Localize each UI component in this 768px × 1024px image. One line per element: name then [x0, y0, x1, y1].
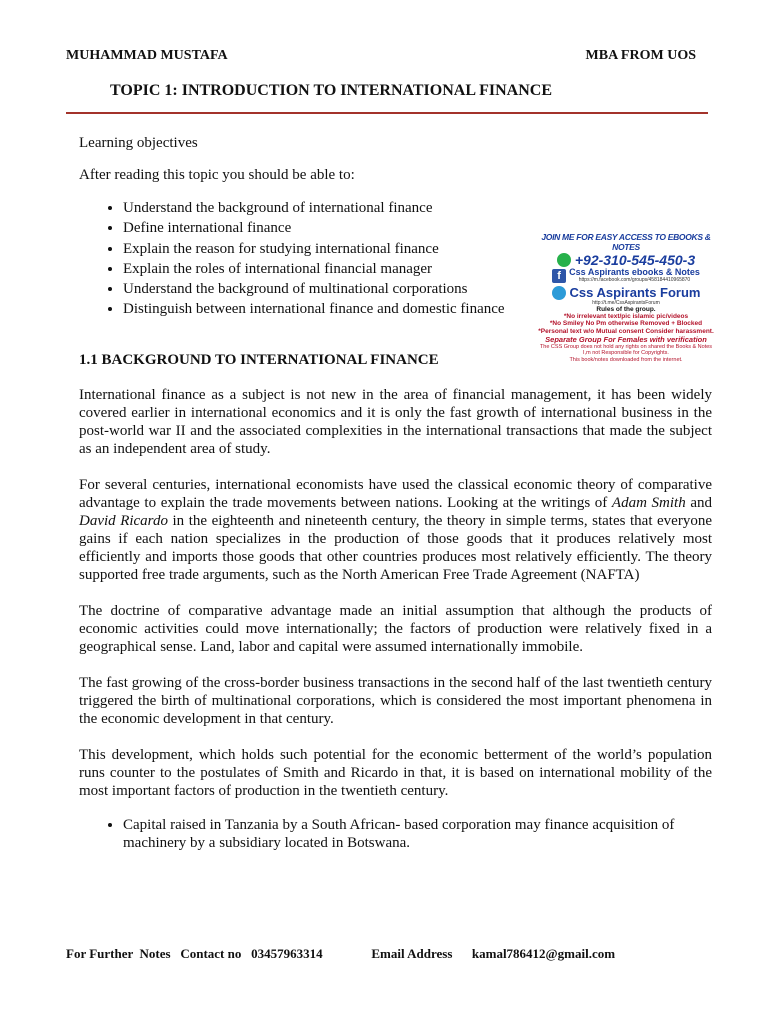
list-item: • Understand the background of multinational corporations [123, 279, 593, 299]
intro-sentence: After reading this topic you should be able to: [79, 167, 355, 183]
list-item: • Distinguish between international finance and domestic finance [123, 299, 593, 319]
header-rule [66, 112, 708, 114]
list-item: • Explain the reason for studying international finance [123, 239, 593, 259]
paragraph-2-and: and [685, 494, 712, 511]
footer [66, 946, 615, 962]
fb-group-url: https://m.facebook.com/groups/458184410965870 [578, 277, 691, 283]
rule-3: *Personal text w/o Mutual consent Consider harassment. [538, 327, 714, 335]
rule-2: *No Smiley No Pm otherwise Removed + Blocked [549, 320, 703, 328]
disclaimer-2: I,m not Responsible for Copyrights. [583, 350, 669, 357]
list-item: • Capital raised in Tanzania by a South African- based corporation may finance acquisition of machinery by a subsidiary located in Botswana. [123, 816, 712, 852]
promo-phone: +92-310-545-450-3 [574, 252, 696, 268]
paragraph-4: The fast growing of the cross-border business transactions in the second half of the last twentieth century triggered the birth of multinational corporations, which is considered the most important phenomena in the economic development in that century. [79, 674, 712, 727]
paragraph-1: International finance as a subject is not new in the area of financial management, it has been widely covered earlier in international economics and it is only the fast growth of international business in the post-world war II and the associated complexities in the international transactions that made the subject as an independent area of study. [79, 386, 712, 457]
rules-title: Rules of the group. [596, 306, 656, 313]
adam-smith-name: Adam Smith [611, 494, 686, 511]
objectives-list [79, 198, 593, 320]
david-ricardo-name: David Ricardo [79, 512, 168, 529]
disclaimer-1: The CSS Group does not hold any rights on shared the Books & Notes [539, 343, 713, 350]
paragraph-2-text-a: For several centuries, international economists have used the classical economic theory of comparative advantage to explain the trade movements between nations. Looking at the writings of [79, 476, 712, 511]
paragraph-2 [79, 476, 712, 584]
separate-group-note: Separate Group For Females with verification [545, 334, 707, 344]
learning-objectives-label: Learning objectives [79, 135, 198, 151]
footer-email-label: Email Address [371, 946, 453, 961]
forum-url: http://t.me/CssAspirantsForum [592, 300, 660, 306]
list-item: • Define international finance [123, 218, 593, 238]
fb-row [532, 268, 720, 283]
disclaimer-3: This book/notes downloaded from the internet. [569, 356, 683, 363]
telegram-icon [552, 286, 566, 300]
paragraph-5: This development, which holds such potential for the economic betterment of the world’s population runs counter to the postulates of Smith and Ricardo in that, it is based on international mobility of the most important factors of production in the twentieth century. [79, 746, 712, 799]
paragraph-3: The doctrine of comparative advantage made an initial assumption that although the products of economic activities could move internationally; the factors of production were relatively fixed in a geographical sense. Land, labor and capital were assumed internationally immobile. [79, 602, 712, 655]
promo-headline: JOIN ME FOR EASY ACCESS TO EBOOKS & NOTES [541, 232, 711, 252]
whatsapp-icon [557, 253, 571, 267]
forum-row [532, 285, 720, 300]
rule-1: *No irrelevant text/pic islamic pic/videos [563, 313, 689, 321]
phone-row [532, 252, 720, 268]
bullet-list [79, 816, 712, 852]
paragraph-2-text-b: in the eighteenth and nineteenth century, the theory in simple terms, states that everyone gains if each nation specializes in the production of those goods that it produces relatively most efficiently and imports those goods that other countries produces most relatively efficiently. The theory supported free trade arguments, such as the North American Free Trade Agreement (NAFTA) [79, 512, 712, 583]
header-degree: MBA FROM UOS [585, 48, 696, 63]
list-item: • Understand the background of international finance [123, 198, 593, 218]
list-item: • Explain the roles of international financial manager [123, 259, 593, 279]
fb-group-name: Css Aspirants ebooks & Notes [569, 267, 700, 277]
topic-title: TOPIC 1: INTRODUCTION TO INTERNATIONAL FINANCE [110, 82, 552, 99]
promo-banner [532, 232, 720, 374]
footer-contact: For Further Notes Contact no 03457963314 [66, 946, 323, 961]
header-author: MUHAMMAD MUSTAFA [66, 48, 228, 63]
section-heading: 1.1 BACKGROUND TO INTERNATIONAL FINANCE [79, 351, 439, 368]
forum-name: Css Aspirants Forum [569, 285, 701, 300]
facebook-icon: f [552, 269, 566, 283]
footer-email: kamal786412@gmail.com [471, 946, 616, 961]
